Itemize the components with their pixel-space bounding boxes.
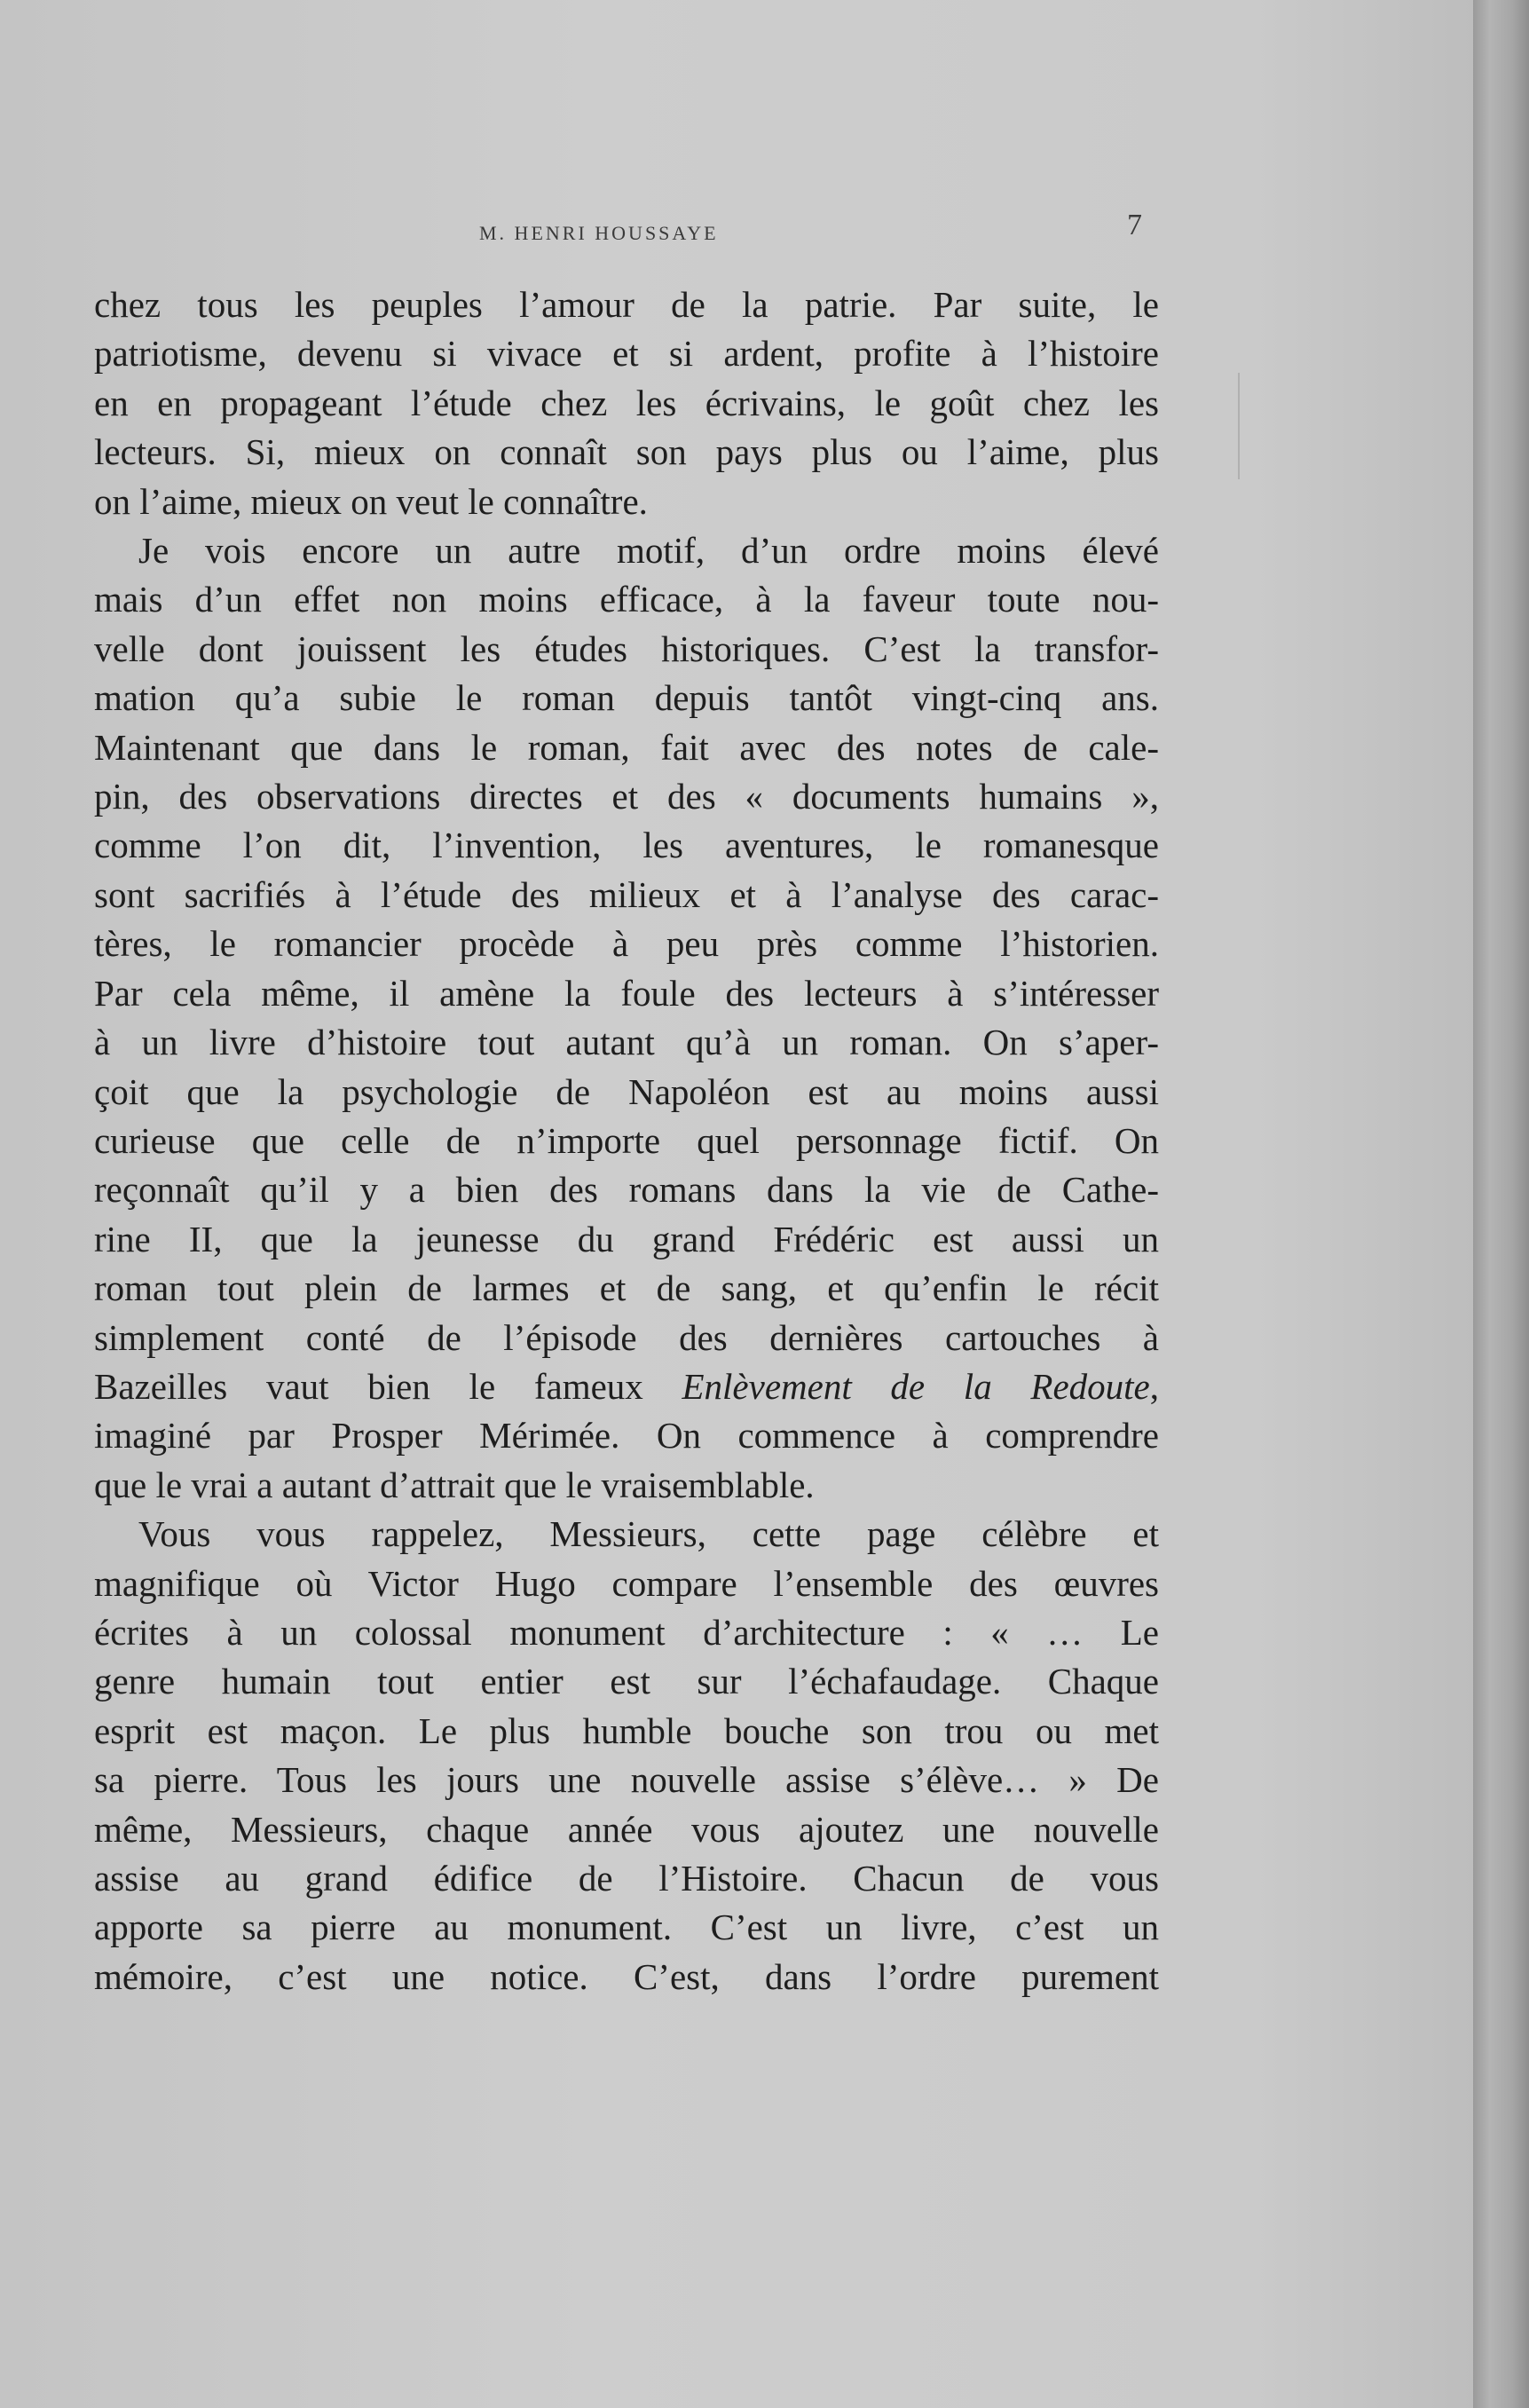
text-line: en en propageant l’étude chez les écrivains, le goût chez les — [94, 382, 1159, 423]
text-line: lecteurs. Si, mieux on connaît son pays plus ou l’aime, plus — [94, 431, 1159, 473]
text-line-with-italic-title: Bazeilles vaut bien le fameux Enlèvement de la Redoute, — [94, 1365, 1159, 1407]
text-line: sont sacrifiés à l’étude des milieux et à l’analyse des carac- — [94, 873, 1159, 915]
text-line: mais d’un effet non moins efficace, à la faveur toute nou- — [94, 579, 1159, 620]
text-line: velle dont jouissent les études historiques. C’est la transfor- — [94, 628, 1159, 669]
text-line: même, Messieurs, chaque année vous ajoutez une nouvelle — [94, 1808, 1159, 1850]
text-line: comme l’on dit, l’invention, les aventures, le romanesque — [94, 825, 1159, 866]
text-line: apporte sa pierre au monument. C’est un livre, c’est un — [94, 1907, 1159, 1948]
text-line: Vous vous rappelez, Messieurs, cette page célèbre et — [138, 1513, 1159, 1555]
text-line: mation qu’a subie le roman depuis tantôt vingt-cinq ans. — [94, 677, 1159, 719]
text-line: genre humain tout entier est sur l’échafaudage. Chaque — [94, 1661, 1159, 1702]
text-line: çoit que la psychologie de Napoléon est au moins aussi — [94, 1070, 1159, 1112]
text-line: Maintenant que dans le roman, fait avec des notes de cale- — [94, 726, 1159, 768]
text-line: magnifique où Victor Hugo compare l’ensemble des œuvres — [94, 1562, 1159, 1604]
text-line: chez tous les peuples l’amour de la patrie. Par suite, le — [94, 284, 1159, 325]
text-line: écrites à un colossal monument d’architecture : « … Le — [94, 1611, 1159, 1653]
text-line: Par cela même, il amène la foule des lecteurs à s’intéresser — [94, 972, 1159, 1014]
text-line: pin, des observations directes et des « documents humains », — [94, 776, 1159, 817]
text-line: mémoire, c’est une notice. C’est, dans l’ordre purement — [94, 1955, 1159, 1997]
text-line: roman tout plein de larmes et de sang, et qu’enfin le récit — [94, 1267, 1159, 1309]
body-text — [94, 280, 1159, 2001]
running-head: M. HENRI HOUSSAYE — [479, 222, 719, 244]
page-number: 7 — [1127, 209, 1142, 241]
text-line: Je vois encore un autre motif, d’un ordre moins élevé — [138, 530, 1159, 572]
margin-mark — [1238, 373, 1240, 479]
page-edge-shadow — [1473, 0, 1529, 2408]
text-line: assise au grand édifice de l’Histoire. Chacun de vous — [94, 1858, 1159, 1899]
text-line: imaginé par Prosper Mérimée. On commence à comprendre — [94, 1415, 1159, 1457]
italic-work-title: Enlèvement de la Redoute — [682, 1365, 1150, 1407]
text-line: curieuse que celle de n’importe quel personnage fictif. On — [94, 1119, 1159, 1161]
text-line: simplement conté de l’épisode des dernières cartouches à — [94, 1316, 1159, 1358]
text-line: esprit est maçon. Le plus humble bouche son trou ou met — [94, 1709, 1159, 1751]
text-line: patriotisme, devenu si vivace et si ardent, profite à l’histoire — [94, 333, 1159, 375]
text-line: sa pierre. Tous les jours une nouvelle assise s’élève… » De — [94, 1759, 1159, 1801]
text-line: on l’aime, mieux on veut le connaître. — [94, 480, 648, 522]
text-line: à un livre d’histoire tout autant qu’à un roman. On s’aper- — [94, 1022, 1159, 1063]
text-line: rine II, que la jeunesse du grand Frédéric est aussi un — [94, 1218, 1159, 1259]
text-line: reçonnaît qu’il y a bien des romans dans la vie de Cathe- — [94, 1169, 1159, 1211]
text-line: que le vrai a autant d’attrait que le vraisemblable. — [94, 1464, 815, 1505]
text-line: tères, le romancier procède à peu près comme l’historien. — [94, 923, 1159, 965]
